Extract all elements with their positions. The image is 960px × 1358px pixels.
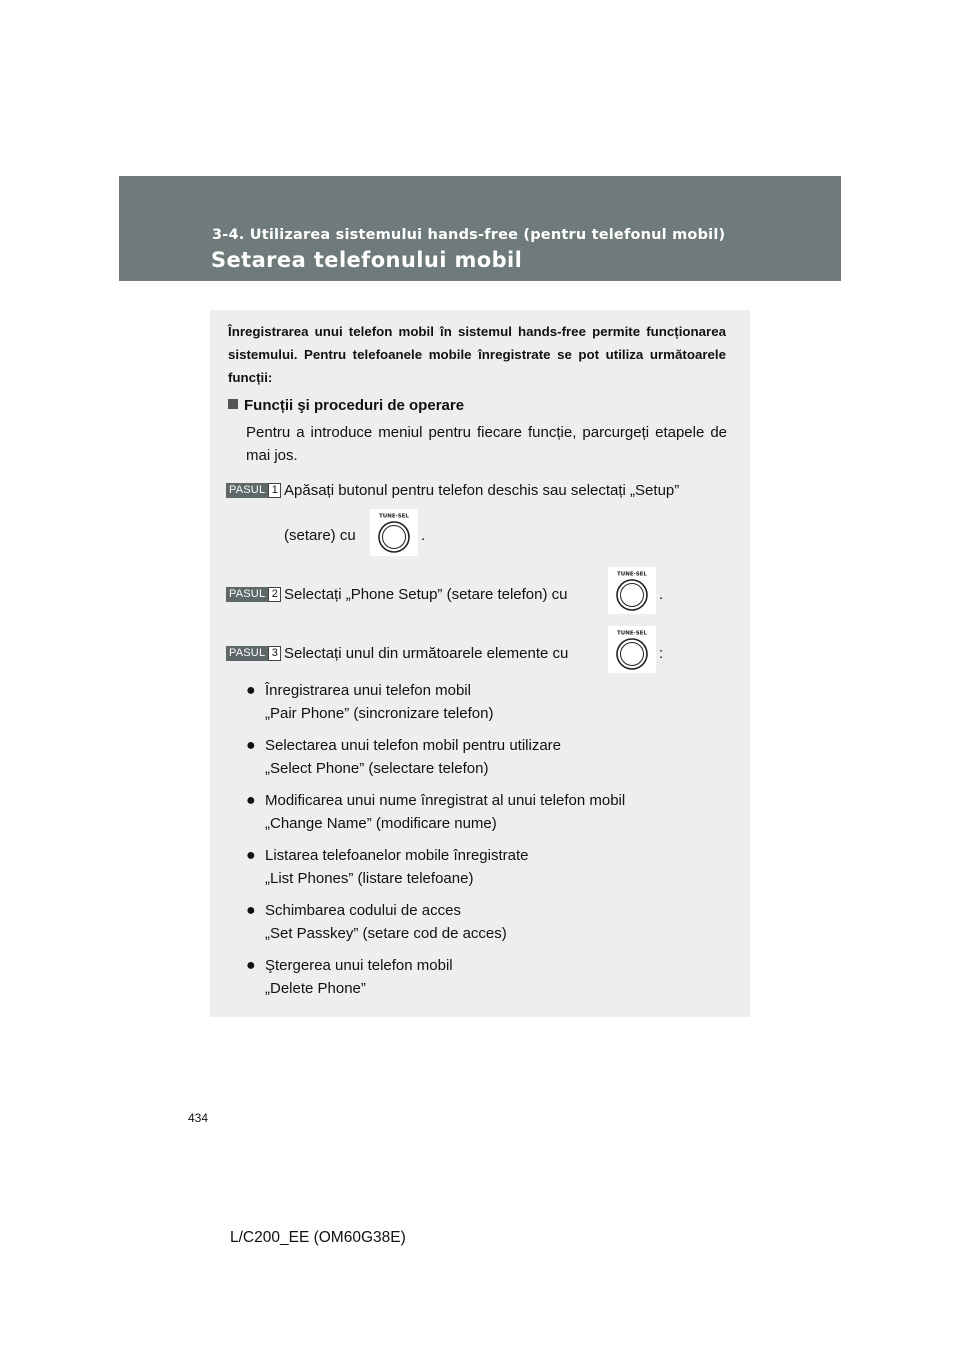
list-item — [246, 954, 453, 1000]
section-title: 3-4. Utilizarea sistemului hands-free (pentru telefonul mobil) — [212, 227, 726, 243]
item-description: Listarea telefoanelor mobile înregistrate — [265, 847, 529, 864]
item-option: „List Phones” (listare telefoane) — [265, 870, 474, 887]
square-bullet-icon — [228, 399, 238, 409]
page-number: 434 — [188, 1111, 209, 1125]
item-description: Ştergerea unui telefon mobil — [265, 957, 453, 974]
step-3-text: Selectați unul din următoarele elemente cu — [284, 645, 569, 662]
list-item — [246, 679, 493, 725]
list-item — [246, 844, 528, 890]
step-3-end: : — [659, 645, 664, 662]
item-option: „Set Passkey” (setare cod de acces) — [265, 925, 507, 942]
step-number: 1 — [268, 483, 281, 498]
item-description: Selectarea unui telefon mobil pentru utilizare — [265, 737, 562, 754]
step-badge-2 — [226, 587, 281, 602]
step-number: 2 — [268, 587, 281, 602]
tune-sel-knob-icon — [370, 509, 418, 556]
bullet-dot-icon: ● — [246, 737, 256, 754]
list-item — [246, 789, 625, 835]
subheading — [228, 397, 464, 414]
item-description: Schimbarea codului de acces — [265, 902, 461, 919]
subheading-description: Pentru a introduce meniul pentru fiecare funcție, parcurgeți etapele de mai jos. — [246, 424, 727, 464]
step-2-end: . — [659, 586, 664, 603]
step-2-text: Selectați „Phone Setup” (setare telefon) cu — [284, 586, 568, 603]
item-option: „Change Name” (modificare nume) — [265, 815, 497, 832]
tune-sel-knob-icon — [608, 626, 656, 673]
item-option: „Pair Phone” (sincronizare telefon) — [265, 705, 494, 722]
step-badge-3 — [226, 646, 281, 661]
step-1-text-cont: (setare) cu — [284, 527, 356, 544]
item-option: „Select Phone” (selectare telefon) — [265, 760, 489, 777]
step-badge-1 — [226, 483, 281, 498]
list-item — [246, 734, 561, 780]
item-description: Modificarea unui nume înregistrat al unui telefon mobil — [265, 792, 626, 809]
section-header — [119, 176, 841, 281]
knob-label: TUNE·SEL — [617, 630, 647, 637]
step-1-end: . — [421, 527, 426, 544]
subheading-text: Funcții şi proceduri de operare — [244, 397, 465, 414]
bullet-dot-icon: ● — [246, 792, 256, 809]
bullet-dot-icon: ● — [246, 682, 256, 699]
list-item — [246, 899, 507, 945]
bullet-dot-icon: ● — [246, 902, 256, 919]
content-box — [210, 310, 750, 1017]
step-label: PASUL — [226, 646, 268, 661]
tune-sel-knob-icon — [608, 567, 656, 614]
bullet-dot-icon: ● — [246, 847, 256, 864]
step-number: 3 — [268, 646, 281, 661]
item-option: „Delete Phone” — [265, 980, 366, 997]
step-1-text: Apăsați butonul pentru telefon deschis sau selectați „Setup” — [284, 482, 680, 499]
step-label: PASUL — [226, 483, 268, 498]
footer-document-code: L/C200_EE (OM60G38E) — [230, 1229, 406, 1246]
knob-label: TUNE·SEL — [379, 513, 409, 520]
item-description: Înregistrarea unui telefon mobil — [265, 682, 471, 699]
step-label: PASUL — [226, 587, 268, 602]
bullet-dot-icon: ● — [246, 957, 256, 974]
page-title: Setarea telefonului mobil — [211, 248, 523, 272]
knob-label: TUNE·SEL — [617, 571, 647, 578]
intro-paragraph: Înregistrarea unui telefon mobil în sistemul hands-free permite funcționarea sistemului. Pentru telefoanele mobile înregistrate se pot utiliza următoarele funcții: — [228, 324, 726, 385]
